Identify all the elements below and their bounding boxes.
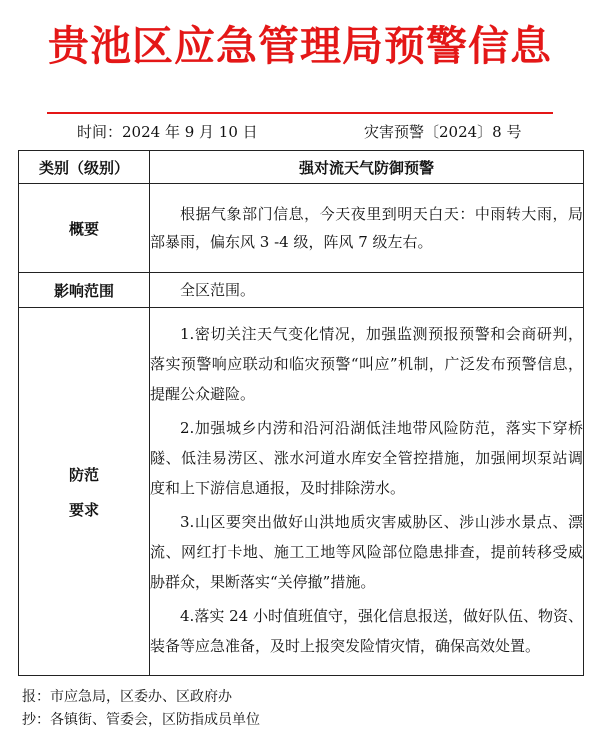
category-label: 类别（级别） <box>19 151 150 184</box>
requirements-label-line1: 防范 <box>68 465 99 484</box>
summary-label: 概要 <box>19 184 150 273</box>
summary-row <box>19 184 584 273</box>
requirements-label <box>19 308 150 676</box>
requirement-item: 1.密切关注天气变化情况，加强监测预报预警和会商研判，落实预警响应联动和临灾预警“叫应”机制，广泛发布预警信息，提醒公众避险。 <box>150 324 583 403</box>
warning-table <box>18 150 584 676</box>
scope-row <box>19 273 584 308</box>
category-row <box>19 151 584 184</box>
requirements-row <box>19 308 584 676</box>
summary-cell <box>150 184 584 273</box>
report-to: 报：市应急局，区委办、区政府办 <box>22 689 232 705</box>
summary-text: 根据气象部门信息，今天夜里到明天白天：中雨转大雨，局部暴雨，偏东风 3 -4 级，阵风 7 级左右。 <box>150 205 583 251</box>
requirement-item: 4.落实 24 小时值班值守，强化信息报送，做好队伍、物资、装备等应急准备，及时上报突发险情灾情，确保高效处置。 <box>150 606 583 655</box>
document-title: 贵池区应急管理局预警信息 <box>48 22 552 70</box>
scope-text: 全区范围。 <box>180 281 256 299</box>
scope-label: 影响范围 <box>19 273 150 308</box>
requirement-item: 2.加强城乡内涝和沿河沿湖低洼地带风险防范，落实下穿桥隧、低洼易涝区、涨水河道水库安全管控措施，加强闸坝泵站调度和上下游信息通报，及时排除涝水。 <box>150 418 583 497</box>
category-value: 强对流天气防御预警 <box>150 151 584 184</box>
document-number: 灾害预警〔2024〕8 号 <box>364 123 522 141</box>
copy-to: 抄：各镇街、管委会，区防指成员单位 <box>22 712 260 728</box>
requirements-cell <box>150 308 584 676</box>
title-divider <box>47 112 553 114</box>
scope-cell <box>150 273 584 308</box>
issue-date: 时间：2024 年 9 月 10 日 <box>77 123 258 141</box>
requirement-item: 3.山区要突出做好山洪地质灾害威胁区、涉山涉水景点、漂流、网红打卡地、施工工地等风险部位隐患排查，提前转移受威胁群众，果断落实“关停撤”措施。 <box>150 512 583 591</box>
requirements-label-line2: 要求 <box>68 500 99 519</box>
